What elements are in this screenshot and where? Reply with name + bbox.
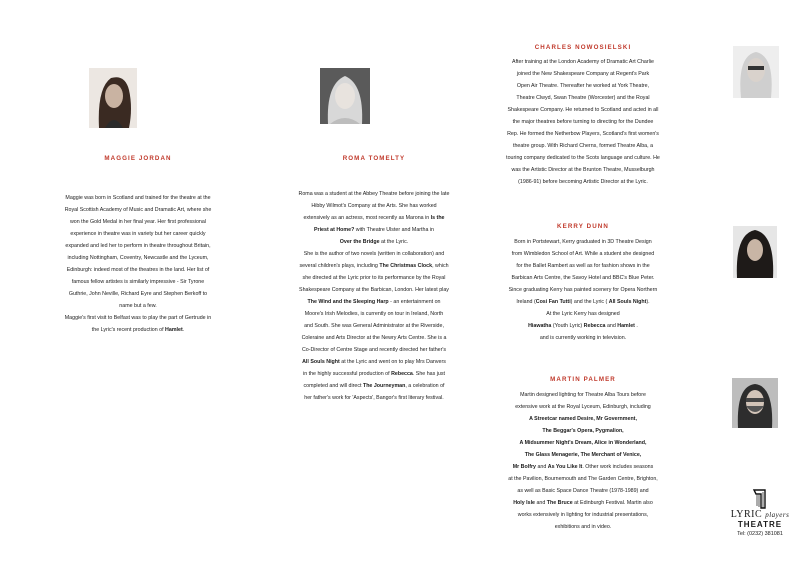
kerry-dunn-bio: Born in Portstewart, Kerry graduated in 3D Theatre Design from Wimbledon School of Art. While a student she designed for the Ballet Rambert as well as for fashion shows in the Barbican Arts Centre, the Savoy Hotel and BBC's Blue Peter. Since graduating Kerry has painted scenery for Opera Northern Ireland (Cosi Fan Tutti) and the Lyric ( All Souls Night). At the Lyric Kerry has designed Hiawatha (Youth Lyric) Rebecca and Hamlet . and is currently working in television. xyxy=(508,239,658,341)
martin-palmer-name: MARTIN PALMER xyxy=(550,376,616,383)
charles-nowosielski-name: CHARLES NOWOSIELSKI xyxy=(534,44,632,51)
maggie-jordan-bio: Maggie was born in Scotland and trained for the theatre at the Royal Scottish Academy of Music and Dramatic Art, where she won the Gold Medal in her final year. Her first professional experience in theatre was in variety but her career quickly expanded and led her to perform in theatre throughout Britain, including Nottingham, Coventry, Newcastle and the Lyceum, Edinburgh: indeed most of the theatres in the land. Her list of famous fellow artistes is similarly impressive - Sir Tyrone Guthrie, John Neville, Richard Eyre and Stephen Berkoff to name but a few. Maggie's first visit to Belfast was to play the part of Gertrude in the Lyric's recent production of Hamlet. xyxy=(64,195,212,333)
kerry-dunn-name: KERRY DUNN xyxy=(557,223,609,230)
maggie-jordan-name: MAGGIE JORDAN xyxy=(104,155,172,162)
harp-logo-icon xyxy=(751,488,769,510)
portrait-woman-icon xyxy=(320,68,370,124)
charles-nowosielski-photo xyxy=(733,46,779,98)
maggie-jordan-photo xyxy=(89,68,137,128)
roma-tomelty-photo xyxy=(320,68,370,124)
charles-nowosielski-bio: After training at the London Academy of Dramatic Art Charlie joined the New Shakespeare Company at Regent's Park Open Air Theatre. Thereafter he worked at York Theatre, Theatre Clwyd, Swan Theatre (Worcester) and the Royal Shakespeare Company. He returned to Scotland and acted in all the major theatres before turning to directing for the Dundee Rep. He formed the Netherbow Players, Scotland's first women's theatre group. With Richard Cherns, formed Theatre Alba, a touring company dedicated to the Scots language and culture. He was the Artistic Director at the Brunton Theatre, Musselburgh (1986-91) before becoming Artistic Director at the Lyric. xyxy=(506,59,660,185)
lyric-players-theatre-logo: LYRIC players THEATRE Tel: (0232) 381081 xyxy=(725,488,795,539)
portrait-woman-icon xyxy=(89,68,137,128)
portrait-man-icon xyxy=(732,378,778,428)
portrait-man-icon xyxy=(733,46,779,98)
martin-palmer-bio: Martin designed lighting for Theatre Alba Tours before extensive work at the Royal Lyceum, Edinburgh, including A Streetcar named Desire, Mr Government, The Beggar's Opera, Pygmalion, A Midsummer Night's Dream, Alice in Wonderland, The Glass Menagerie, The Merchant of Venice, Mr Bolfry and As You Like It. Other work includes seasons at the Pavilion, Bournemouth and The Garden Centre, Brighton, as well as Basic Space Dance Theatre (1978-1989) and Holy Isle and The Bruce at Edinburgh Festival. Martin also works extensively in lighting for industrial presentations, exhibitions and in video. xyxy=(508,392,658,530)
roma-tomelty-bio: Roma was a student at the Abbey Theatre before joining the late Hibby Wilmot's Company at the Arts. She has worked extensively as an actress, most recently as Marona in Is the Priest at Home? with Theatre Ulster and Martha in Over the Bridge at the Lyric. She is the author of two novels (written in collaboration) and several children's plays, including The Christmas Clock, which she directed at the Lyric prior to its performance by the Royal Shakespeare Company at the Barbican, London. Her latest play The Wind and the Sleeping Harp - an entertainment on Moore's Irish Melodies, is currently on tour in Ireland, North and South. She was General Administrator at the Riverside, Coleraine and Arts Director at the Newry Arts Centre. She is a Co-Director of Centre Stage and recently directed her father's All Souls Night at the Lyric and went on to play Mrs Danvers in the highly successful production of Rebecca. She has just completed and will direct The Journeyman, a celebration of her father's work for 'Aspects', Bangor's first literary festival. xyxy=(298,191,450,401)
roma-tomelty-name: ROMA TOMELTY xyxy=(342,155,406,162)
telephone-number: Tel: (0232) 381081 xyxy=(737,531,783,537)
kerry-dunn-photo xyxy=(733,226,777,278)
martin-palmer-photo xyxy=(732,378,778,428)
portrait-woman-icon xyxy=(733,226,777,278)
